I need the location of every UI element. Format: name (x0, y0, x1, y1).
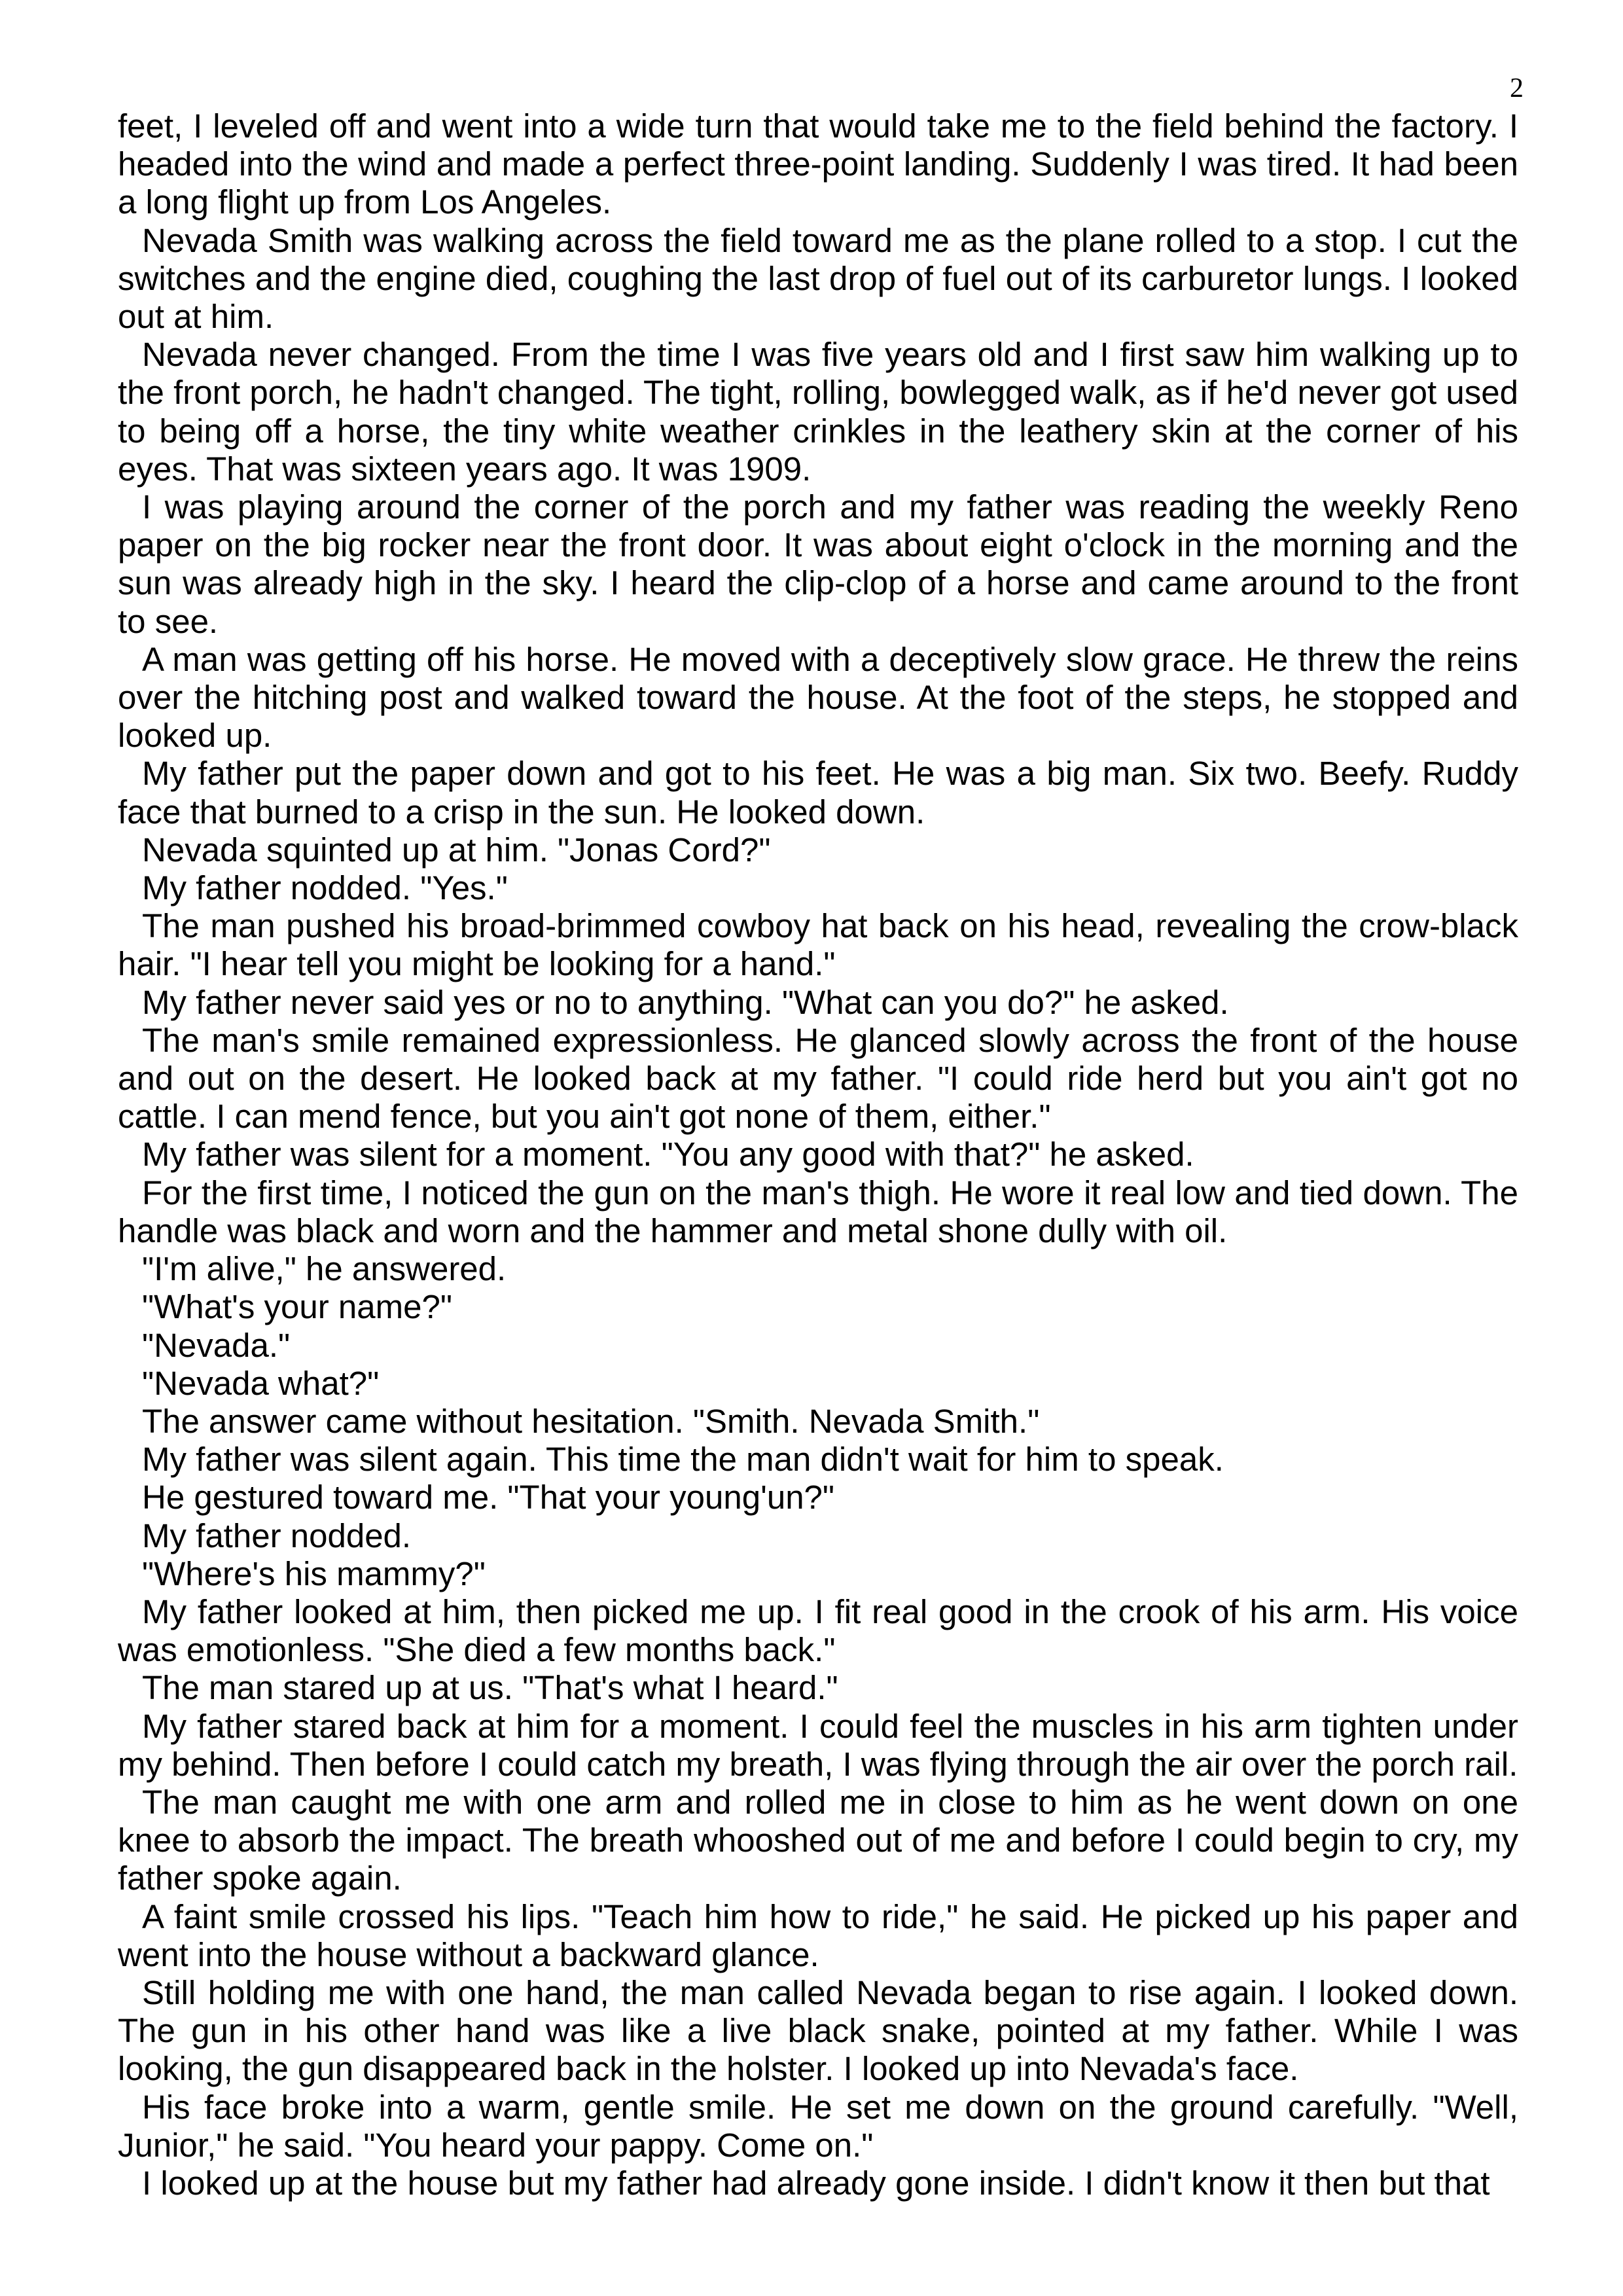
paragraph: He gestured toward me. "That your young'un?" (142, 1479, 835, 1516)
paragraph: The man pushed his broad-brimmed cowboy hat back on his head, revealing the crow-black hair. "I hear tell you might be looking for a hand." (118, 907, 1518, 983)
paragraph: My father was silent again. This time the man didn't wait for him to speak. (142, 1441, 1224, 1479)
paragraph: His face broke into a warm, gentle smile. He set me down on the ground carefully. "Well, Junior," he said. "You heard your pappy. Come on." (118, 2088, 1518, 2164)
paragraph: The man stared up at us. "That's what I heard." (142, 1669, 838, 1707)
paragraph: Nevada squinted up at him. "Jonas Cord?" (142, 831, 771, 869)
paragraph: My father put the paper down and got to his feet. He was a big man. Six two. Beefy. Ruddy face that burned to a crisp in the sun. He looked down. (118, 755, 1518, 831)
paragraph: My father was silent for a moment. "You any good with that?" he asked. (142, 1136, 1194, 1174)
paragraph: Nevada Smith was walking across the field toward me as the plane rolled to a stop. I cut the switches and the engine died, coughing the last drop of fuel out of its carburetor lungs. I looked out at him. (118, 221, 1518, 336)
paragraph: A man was getting off his horse. He moved with a deceptively slow grace. He threw the reins over the hitching post and walked toward the house. At the foot of the steps, he stopped and looked up. (118, 640, 1518, 755)
paragraph: "Nevada." (142, 1326, 291, 1364)
paragraph: For the first time, I noticed the gun on the man's thigh. He wore it real low and tied down. The handle was black and worn and the hammer and metal shone dully with oil. (118, 1174, 1518, 1249)
paragraph: "Nevada what?" (142, 1364, 380, 1402)
page-number: 2 (1510, 73, 1524, 103)
paragraph: The man caught me with one arm and rolled me in close to him as he went down on one knee to absorb the impact. The breath whooshed out of me and before I could begin to cry, my father spoke again. (118, 1783, 1518, 1897)
paragraph: My father never said yes or no to anything. "What can you do?" he asked. (142, 983, 1229, 1021)
paragraph: A faint smile crossed his lips. "Teach him how to ride," he said. He picked up his paper and went into the house without a backward glance. (118, 1897, 1518, 1973)
text-body (118, 107, 1518, 2202)
paragraph: I looked up at the house but my father had already gone inside. I didn't know it then but that (142, 2164, 1490, 2202)
paragraph: The man's smile remained expressionless. He glanced slowly across the front of the house and out on the desert. He looked back at my father. "I could ride herd but you ain't got no cattle. I can mend fence, but you ain't got none of them, either." (118, 1021, 1518, 1136)
paragraph: "What's your name?" (142, 1288, 452, 1326)
paragraph: Still holding me with one hand, the man called Nevada began to rise again. I looked down. The gun in his other hand was like a live black snake, pointed at my father. While I was looking, the gun disappeared back in the holster. I looked up into Nevada's face. (118, 1973, 1518, 2088)
paragraph: My father looked at him, then picked me up. I fit real good in the crook of his arm. His voice was emotionless. "She died a few months back." (118, 1592, 1518, 1669)
paragraph: I was playing around the corner of the porch and my father was reading the weekly Reno paper on the big rocker near the front door. It was about eight o'clock in the morning and the sun was already high in the sky. I heard the clip-clop of a horse and came around to the front to see. (118, 488, 1518, 640)
paragraph: My father stared back at him for a moment. I could feel the muscles in his arm tighten under my behind. Then before I could catch my breath, I was flying through the air over the porch rail. (118, 1707, 1518, 1783)
paragraph: "Where's his mammy?" (142, 1554, 486, 1592)
paragraph: My father nodded. "Yes." (142, 869, 508, 907)
paragraph: Nevada never changed. From the time I was five years old and I first saw him walking up to the front porch, he hadn't changed. The tight, rolling, bowlegged walk, as if he'd never got used to being off a horse, the tiny white weather crinkles in the leathery skin at the corner of his eyes. That was sixteen years ago. It was 1909. (118, 336, 1518, 488)
paragraph: "I'm alive," he answered. (142, 1250, 507, 1288)
paragraph: My father nodded. (142, 1516, 412, 1554)
paragraph: feet, I leveled off and went into a wide turn that would take me to the field behind the factory. I headed into the wind and made a perfect three-point landing. Suddenly I was tired. It had been a long flight up from Los Angeles. (118, 107, 1518, 221)
paragraph: The answer came without hesitation. "Smith. Nevada Smith." (142, 1402, 1040, 1440)
